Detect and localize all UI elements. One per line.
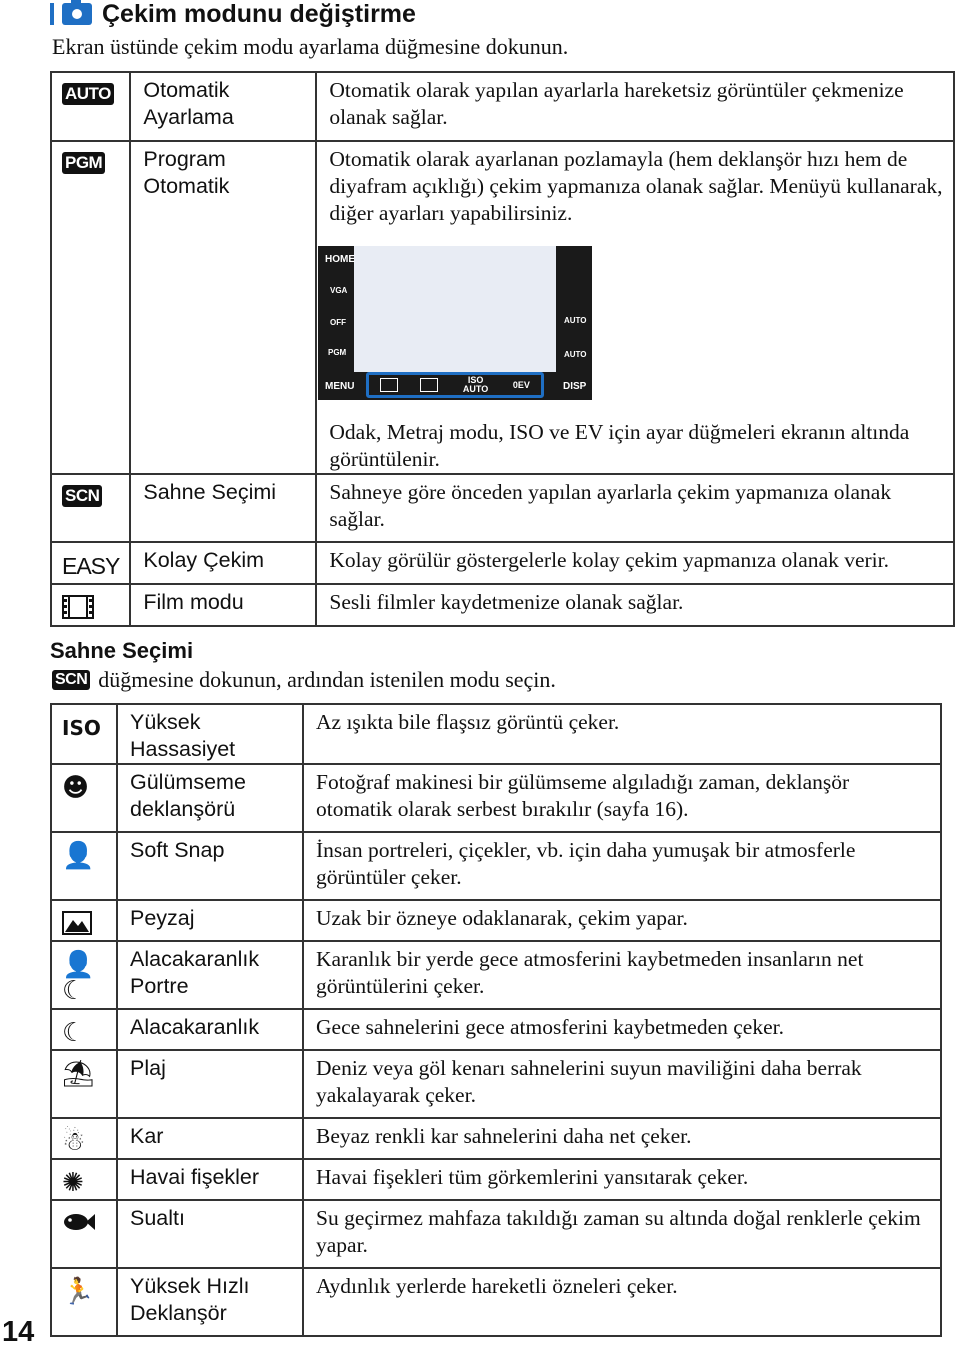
scene-desc: İnsan portreleri, çiçekler, vb. için daha yumuşak bir atmosferle görüntüler çeker.: [303, 832, 941, 900]
film-icon: [62, 595, 94, 619]
scene-name: Soft Snap: [117, 832, 303, 900]
scene-desc: Beyaz renkli kar sahnelerini daha net çeker.: [303, 1118, 941, 1159]
page-title: Çekim modunu değiştirme: [102, 0, 416, 28]
twilight-icon: ☾: [62, 1018, 86, 1048]
table-row: [51, 900, 941, 941]
scene-name: Sualtı: [117, 1200, 303, 1268]
lcd-preview: [354, 246, 556, 372]
scene-desc: Karanlık bir yerde gece atmosferini kaybetmeden insanların net görüntülerini çeker.: [303, 941, 941, 1009]
underwater-icon: [62, 1211, 96, 1233]
camera-screen-illustration: [318, 246, 592, 400]
high-speed-shutter-icon: 🏃: [62, 1277, 95, 1307]
flash-button[interactable]: AUTO: [564, 316, 587, 325]
table-row: [51, 941, 941, 1009]
table-row: [51, 542, 954, 584]
mode-name: Film modu: [130, 584, 316, 626]
disp-button[interactable]: DISP: [563, 381, 587, 392]
scene-desc: Aydınlık yerlerde hareketli özneleri çeker.: [303, 1268, 941, 1336]
section-header: [50, 0, 416, 28]
pgm-icon: PGM: [62, 152, 105, 174]
macro-button[interactable]: AUTO: [564, 350, 587, 359]
iso-button[interactable]: ISO AUTO: [462, 375, 489, 394]
scene-name: Alacakaranlık: [117, 1009, 303, 1050]
menu-button[interactable]: MENU: [325, 381, 355, 392]
scene-desc: Havai fişekleri tüm görkemlerini yansıtarak çeker.: [303, 1159, 941, 1200]
table-row: [51, 72, 954, 141]
scene-name: Plaj: [117, 1050, 303, 1118]
scene-desc: Gece sahnelerini gece atmosferini kaybetmeden çeker.: [303, 1009, 941, 1050]
ev-button[interactable]: 0EV: [512, 379, 530, 390]
scene-name: Yüksek Hızlı Deklanşör: [117, 1268, 303, 1336]
image-size-button[interactable]: VGA: [330, 286, 348, 295]
metering-button[interactable]: [420, 378, 438, 392]
table-row: [51, 764, 941, 832]
mode-desc: Sesli filmler kaydetmenize olanak sağlar.: [316, 584, 954, 626]
table-row: [51, 1050, 941, 1118]
smile-icon: ☻: [62, 773, 90, 803]
table-row: [51, 832, 941, 900]
scene-intro-text: düğmesine dokunun, ardından istenilen modu seçin.: [98, 667, 556, 692]
self-timer-button[interactable]: OFF: [330, 318, 346, 327]
scene-name: Gülümseme deklanşörü: [117, 764, 303, 832]
scene-name: Alacakaranlık Portre: [117, 941, 303, 1009]
mode-name: Sahne Seçimi: [130, 474, 316, 542]
easy-icon: EASY: [62, 553, 120, 579]
auto-icon: AUTO: [62, 83, 114, 105]
focus-button[interactable]: [380, 378, 398, 392]
scene-section-intro: [52, 667, 556, 693]
scene-desc: Su geçirmez mahfaza takıldığı zaman su altında doğal renklerle çekim yapar.: [303, 1200, 941, 1268]
fireworks-icon: ✺: [62, 1168, 84, 1198]
landscape-icon: [62, 911, 92, 935]
soft-snap-icon: 👤: [62, 841, 95, 871]
scn-icon: SCN: [62, 485, 102, 507]
scene-desc: Uzak bir özneye odaklanarak, çekim yapar.: [303, 900, 941, 941]
table-row: [51, 584, 954, 626]
mode-desc: Otomatik olarak ayarlanan pozlamayla (hem deklanşör hızı hem de diyafram açıklığı) çekim yapmanıza olanak sağlar. Menüyü kullanarak, diğer ayarları yapabilirsiniz.: [329, 147, 943, 225]
scene-name: Havai fişekler: [117, 1159, 303, 1200]
scene-name: Kar: [117, 1118, 303, 1159]
page-number: 14: [2, 1316, 35, 1348]
intro-text: Ekran üstünde çekim modu ayarlama düğmesine dokunun.: [52, 34, 569, 59]
mode-desc: Kolay görülür göstergelerle kolay çekim yapmanıza olanak verir.: [316, 542, 954, 584]
scene-desc: Deniz veya göl kenarı sahnelerini suyun maviliğini daha berrak yakalayarak çeker.: [303, 1050, 941, 1118]
scene-section-heading: Sahne Seçimi: [50, 638, 194, 663]
table-row: [51, 1200, 941, 1268]
scn-icon: SCN: [52, 670, 90, 690]
table-row: [51, 704, 941, 764]
twilight-portrait-icon: 👤☾: [62, 950, 95, 1006]
header-bar: [50, 3, 54, 25]
mode-desc: Otomatik olarak yapılan ayarlarla hareketsiz görüntüler çekmenize olanak sağlar.: [316, 72, 954, 141]
scene-name: Peyzaj: [117, 900, 303, 941]
table-row: [51, 1268, 941, 1336]
table-row: [51, 474, 954, 542]
scene-desc: Fotoğraf makinesi bir gülümseme algıladığı zaman, deklanşör otomatik olarak serbest bırakılır (sayfa 16).: [303, 764, 941, 832]
scene-name: Yüksek Hassasiyet: [117, 704, 303, 764]
camera-icon: [62, 3, 92, 25]
beach-icon: ⛱: [62, 1059, 96, 1089]
scenes-table: [50, 703, 942, 1337]
high-sensitivity-icon: ISO: [62, 716, 101, 740]
snow-icon: ☃: [62, 1127, 86, 1157]
bottom-settings-bar: [366, 372, 544, 398]
mode-name: Program Otomatik: [130, 141, 316, 474]
mode-name: Kolay Çekim: [130, 542, 316, 584]
scene-desc: Az ışıkta bile flaşsız görüntü çeker.: [303, 704, 941, 764]
table-row: [51, 1159, 941, 1200]
table-row: [51, 1118, 941, 1159]
home-button[interactable]: HOME: [325, 254, 355, 265]
mode-desc: Sahneye göre önceden yapılan ayarlarla çekim yapmanıza olanak sağlar.: [316, 474, 954, 542]
table-row: [51, 1009, 941, 1050]
mode-name: Otomatik Ayarlama: [130, 72, 316, 141]
screen-caption: Odak, Metraj modu, ISO ve EV için ayar düğmeleri ekranın altında görüntülenir.: [329, 420, 910, 471]
shooting-mode-button[interactable]: PGM: [328, 348, 347, 357]
